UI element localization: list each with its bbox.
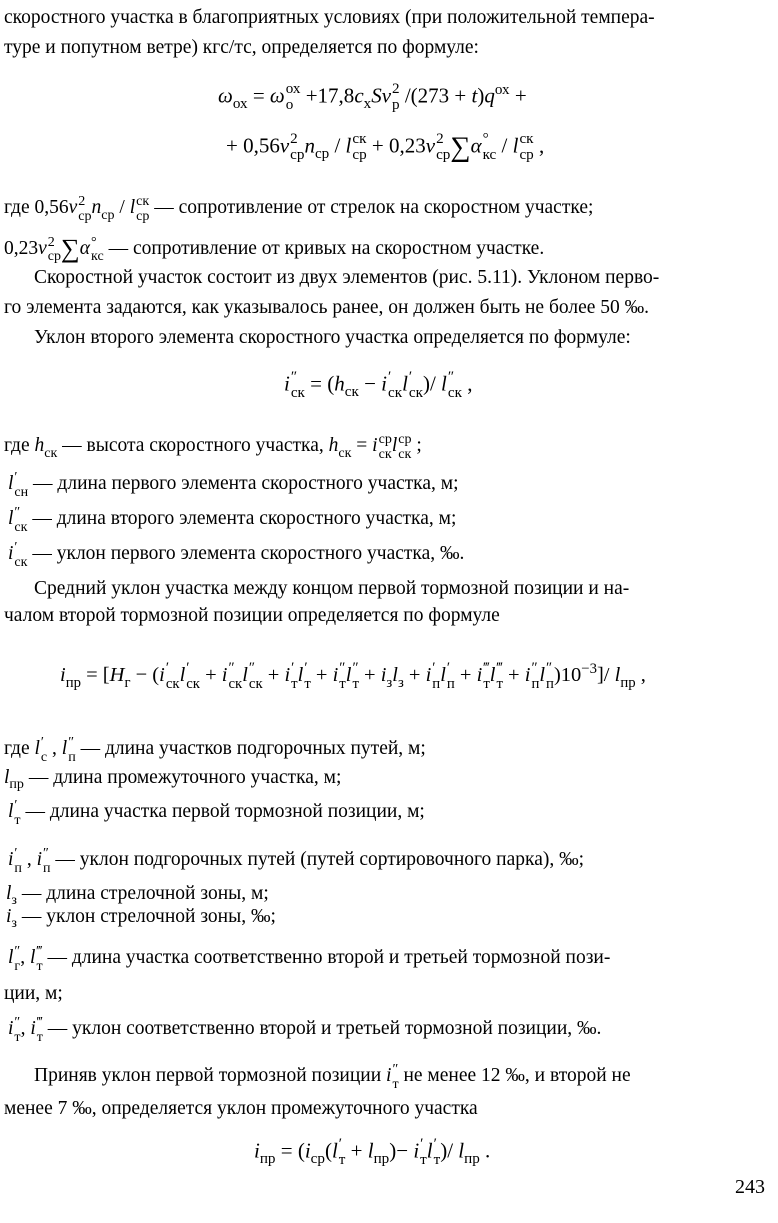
definition-line: где $h_{ск}$ — высота скоростного участка, $h_{ск} = i$ ср ск l ср ск ;: [4, 431, 422, 462]
definition-line: где 0,56v 2 ср $n_{ср}$ / l ск ср — сопротивление от стрелок на скоростном участке;: [4, 193, 594, 224]
definition-line: l ″ г , l ‴ т — длина участка соответственно второй и третьей тормозной пози-: [8, 943, 611, 974]
paragraph-line: го элемента задаются, как указывалось ранее, он должен быть не более 50 ‰.: [4, 297, 650, 318]
formula-second-element-slope: i ″ ск = ($h_{ск} - i$ ′ ск l ′ ск )/ l ″ ск ,: [284, 369, 473, 401]
text-line: туре и попутном ветре) кгс/тс, определяется по формуле:: [4, 37, 479, 58]
formula-resistance-line1: $\omega_{ох} = \omega$ ох о $+17,8c_хSv$ 2 р $/(273 + t)q^{ох}$ +: [218, 81, 527, 113]
paragraph-line: Приняв уклон первой тормозной позиции i ″ т не менее 12 ‰, и второй не: [34, 1061, 631, 1092]
definition-line: i ′ ск — уклон первого элемента скоростного участка, ‰.: [8, 539, 465, 570]
paragraph-line: Скоростной участок состоит из двух элементов (рис. 5.11). Уклоном перво-: [34, 267, 660, 288]
definition-line: $i_з$ — уклон стрелочной зоны, ‰;: [6, 906, 276, 932]
definition-line: $l_{пр}$ — длина промежуточного участка, м;: [4, 767, 342, 793]
paragraph-line: Средний уклон участка между концом первой тормозной позиции и на-: [34, 578, 630, 599]
definition-line: ции, м;: [4, 983, 63, 1004]
paragraph-line: Уклон второго элемента скоростного участка определяется по формуле:: [34, 327, 631, 348]
text-line: скоростного участка в благоприятных условиях (при положительной темпера-: [4, 7, 655, 28]
paragraph-line: чалом второй тормозной позиции определяется по формуле: [4, 605, 500, 626]
formula-intermediate-slope: $i_{пр} = (i_{ср}(l$ ′ т + $l_{пр})- i$ ′ т l ′ т )/ $l_{пр}$ .: [254, 1136, 491, 1168]
definition-line: i ″ т , i ‴ т — уклон соответственно второй и третьей тормозной позиции, ‰.: [8, 1014, 602, 1045]
formula-average-slope: $i_{пр} = [H_г - (i$ ′ ск l ′ ск + i ″ ск l ″ ск + i ′ т l ′ т + i ″ т l ″ т + $i_зl_з + i$ ′ п l ′ п + i ‴ т l ‴ т + i ″ п l ″ п )$10^{-3}]/$ $l_{пр}$ ,: [60, 660, 646, 692]
definition-line: l ′ сн — длина первого элемента скоростного участка, м;: [8, 469, 459, 500]
page-number: 243: [735, 1176, 765, 1198]
definition-line: где l ′ с , l ″ п — длина участков подгорочных путей, м;: [4, 734, 426, 765]
definition-line: i ′ п , i ″ п — уклон подгорочных путей (путей сортировочного парка), ‰;: [8, 845, 585, 876]
paragraph-line: менее 7 ‰, определяется уклон промежуточного участка: [4, 1098, 478, 1119]
formula-resistance-line2: + 0,56v 2 ср $n_{ср}$ / l ск ср + 0,23v 2 ср ∑α ° кс / l ск ср ,: [226, 130, 545, 163]
definition-line: $l_з$ — длина стрелочной зоны, м;: [6, 883, 269, 909]
definition-line: l ′ т — длина участка первой тормозной позиции, м;: [8, 797, 425, 828]
definition-line: l ″ ск — длина второго элемента скоростного участка, м;: [8, 504, 457, 535]
definition-line: 0,23v 2 ср ∑α ° кс — сопротивление от кривых на скоростном участке.: [4, 233, 545, 265]
